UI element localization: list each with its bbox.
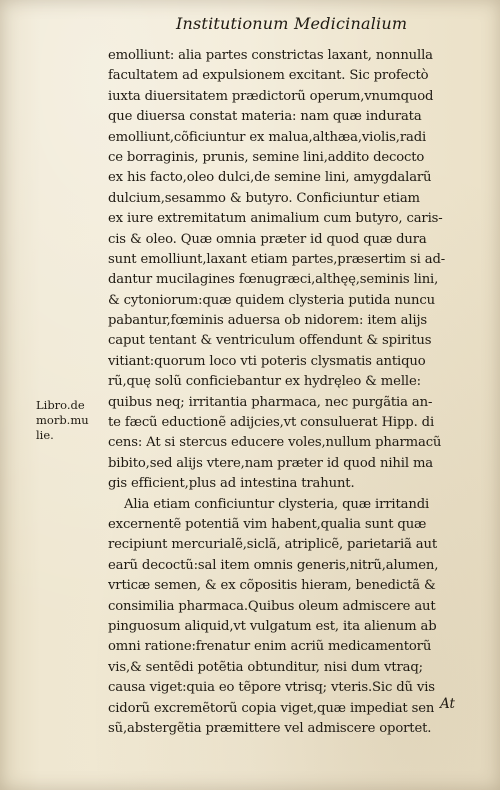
text-line: emolliunt: alia partes constrictas laxant, nonnulla [108,48,433,63]
margin-note [36,398,102,443]
text-line: vitiant:quorum loco vti poteris clysmatis antiquo [108,353,426,369]
text-line: pinguosum aliquid,vt vulgatum est, ita alienum ab [108,618,437,634]
text-line: cens: At si stercus educere voles,nullum pharmacũ [108,435,442,451]
text-line: que diuersa constat materia: nam quæ indurata [108,109,422,125]
running-head: Institutionum Medicinalium [176,14,408,33]
text-line: earũ decoctũ:sal item omnis generis,nitrũ,alumen, [108,557,439,573]
text-line: dantur mucilagines fœnugræci,althęę,seminis lini, [108,272,439,288]
text-line: emolliunt,cõficiuntur ex malua,althæa,violis,radi [108,129,427,145]
text-line: cidorũ excremẽtorũ copia viget,quæ impediat sen [108,700,435,716]
text-line: & cytoniorum:quæ quidem clysteria putida nuncu [108,292,435,308]
margin-note-line: morb.mu [36,413,89,427]
text-line: pabantur,fœminis aduersa ob nidorem: item alijs [108,313,428,329]
margin-note-line: lie. [36,428,54,442]
text-line: ex iure extremitatum animalium cum butyro, caris- [108,211,443,227]
text-line: quibus neq; irritantia pharmaca, nec purgãtia an- [108,394,433,410]
text-line: ex his facto,oleo dulci,de semine lini, amygdalarũ [108,170,432,186]
body-text [108,46,474,739]
text-line: sũ,abstergẽtia præmittere vel admiscere oportet. [108,720,432,736]
text-line: omni ratione:frenatur enim acriũ medicamentorũ [108,639,432,655]
text-line: te fæcũ eductionẽ adijcies,vt consuluerat Hipp. di [108,415,435,431]
text-line: dulcium,sesammo & butyro. Conficiuntur etiam [108,190,420,206]
paragraph-start-line: Alia etiam conficiuntur clysteria, quæ irritandi [124,496,430,512]
text-line: bibito,sed alijs vtere,nam præter id quod nihil ma [108,455,434,471]
text-line: consimilia pharmaca.Quibus oleum admiscere aut [108,598,436,614]
text-line: recipiunt mercurialẽ,siclã, atriplicẽ, parietariã aut [108,537,437,553]
text-line: ce borraginis, prunis, semine lini,addito decocto [108,149,425,165]
text-line: cis & oleo. Quæ omnia præter id quod quæ dura [108,231,427,247]
text-line: caput tentant & ventriculum offendunt & spiritus [108,333,432,349]
text-line: gis efficient,plus ad intestina trahunt. [108,476,355,492]
text-line: vis,& sentẽdi potẽtia obtunditur, nisi dum vtraq; [108,659,423,675]
catchword: At [440,696,455,712]
text-line: facultatem ad expulsionem excitant. Sic profectò [108,68,429,84]
text-line: sunt emolliunt,laxant etiam partes,præsertim si ad- [108,251,446,267]
text-line: rũ,quę solũ conficiebantur ex hydręleo & melle: [108,374,421,390]
text-line: excernentẽ potentiã vim habent,qualia sunt quæ [108,516,427,532]
text-line: vrticæ semen, & ex cõpositis hieram, benedictã & [108,578,436,594]
text-line: iuxta diuersitatem prædictorũ operum,vnumquod [108,88,434,104]
margin-note-line: Libro.de [36,398,85,412]
text-line: causa viget:quia eo tẽpore vtrisq; vteris.Sic dũ vis [108,680,435,696]
